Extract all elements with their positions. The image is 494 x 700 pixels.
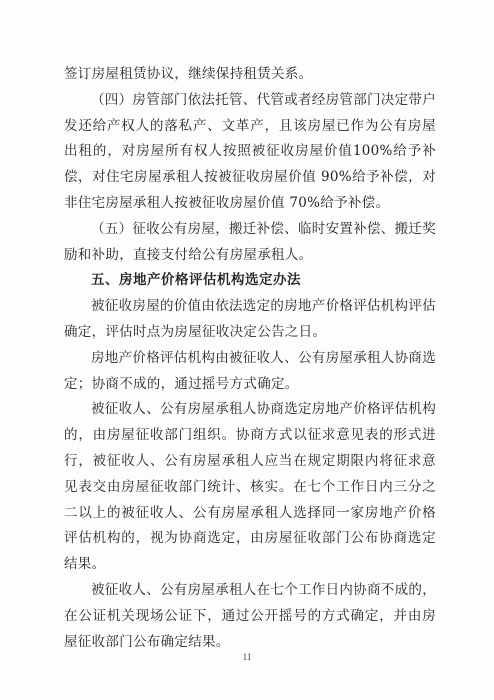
paragraph-lottery: 被征收人、公有房屋承租人在七个工作日内协商不成的，在公证机关现场公证下，通过公开摇号的方式确定，并由房屋征收部门公布确定结果。: [64, 581, 436, 650]
paragraph-item-5: （五）征收公有房屋，搬迁补偿、临时安置补偿、搬迁奖励和补助，直接支付给公有房屋承租人。: [64, 220, 436, 263]
document-body: [64, 62, 436, 655]
paragraph-valuation: 被征收房屋的价值由依法选定的房地产价格评估机构评估确定，评估时点为房屋征收决定公告之日。: [64, 298, 436, 340]
paragraph-continuation: 签订房屋租赁协议，继续保持租赁关系。: [64, 66, 313, 82]
paragraph-negotiation: 被征收人、公有房屋承租人协商选定房地产价格评估机构的，由房屋征收部门组织。协商方式以征求意见表的形式进行，被征收人、公有房屋承租人应当在规定期限内将征求意见表交由房屋征收部门统计、核实。在七个工作日内三分之二以上的被征收人、公有房屋承租人选择同一家房地产价格评估机构的，视为协商选定，由房屋征收部门公布协商选定结果。: [64, 401, 436, 573]
section-heading: 五、房地产价格评估机构选定办法: [91, 272, 301, 289]
page-number: 11: [242, 652, 252, 662]
paragraph-selection: 房地产价格评估机构由被征收人、公有房屋承租人协商选定；协商不成的，通过摇号方式确定。: [64, 349, 436, 392]
paragraph-item-4: （四）房管部门依法托管、代管或者经房管部门决定带户发还给产权人的落私产、文革产，且该房屋已作为公有房屋出租的，对房屋所有权人按照被征收房屋价值100%给予补偿，对住宅房屋承租人按被征收房屋价值 90%给予补偿，对非住宅房屋承租人按被征收房屋价值 70%给予补偿。: [64, 91, 436, 211]
